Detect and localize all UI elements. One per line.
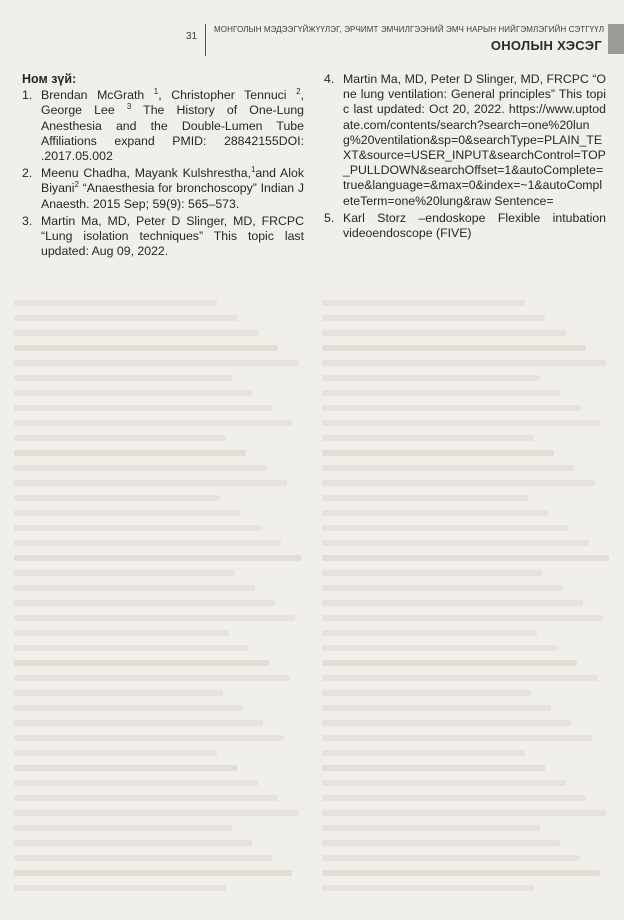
show-through-line (322, 585, 563, 591)
reference-text: Martin Ma, MD, Peter D Slinger, MD, FRCPC “One lung ventilation: General principles” This topic last updated: Oct 20, 2022. https://www.uptodate.com/contents/search?search=one%20lung%20ventilation&sp=0&searchType=PLAIN_TEXT&source=USER_INPUT&searchControl=TOP_PULLDOWN&searchOffset=1&autoComplete=true&language=&max=0&index=~1&autoCompleteTerm=one%20lung&raw Sentence= (343, 72, 606, 208)
show-through-line (14, 660, 269, 666)
show-through-line (322, 855, 580, 861)
show-through-line (14, 690, 223, 696)
show-through-line (14, 390, 252, 396)
show-through-line (14, 615, 295, 621)
references-list-left (22, 88, 304, 259)
show-through-line (322, 825, 540, 831)
reference-text: The History of One-Lung Anesthesia and the Double-Lumen Tube Affiliations expand PMID: 28842155DOI: .2017.05.002 (41, 103, 304, 164)
show-through-line (322, 420, 600, 426)
show-through-line (322, 480, 595, 486)
show-through-line (14, 885, 226, 891)
show-through-line (14, 585, 255, 591)
reference-number: 5. (324, 210, 335, 225)
show-through-line (322, 435, 534, 441)
show-through-line (14, 345, 278, 351)
show-through-line (322, 810, 606, 816)
show-through-line (14, 780, 258, 786)
reference-author: Brendan McGrath (41, 88, 145, 103)
show-through-line (322, 765, 545, 771)
show-through-line (14, 570, 234, 576)
show-through-line (322, 330, 566, 336)
reference-text: “Anaesthesia for bronchoscopy” Indian J Anaesth. 2015 Sep; 59(9): 565–573. (41, 181, 304, 211)
show-through-line (14, 330, 258, 336)
show-through-line (322, 510, 548, 516)
affiliation-marker: 3 (126, 102, 132, 112)
show-through-line (322, 705, 551, 711)
affiliation-marker: 1 (153, 87, 159, 97)
show-through-line (322, 315, 545, 321)
show-through-line (322, 675, 598, 681)
reference-author: Meenu Chadha, Mayank Kulshrestha, (41, 166, 251, 181)
show-through-line (322, 690, 531, 696)
references-column-right (324, 72, 606, 243)
show-through-line (322, 660, 577, 666)
show-through-line (322, 465, 574, 471)
show-through-line (14, 720, 263, 726)
reference-number: 3. (22, 213, 33, 228)
show-through-line (322, 780, 566, 786)
show-through-line (322, 390, 560, 396)
show-through-line (14, 630, 229, 636)
show-through-line (14, 360, 298, 366)
show-through-line (14, 795, 278, 801)
show-through-line (14, 465, 266, 471)
reference-text: Karl Storz –endoskope Flexible intubation videoendoscope (FIVE) (343, 210, 606, 241)
show-through-line (14, 495, 220, 501)
show-through-texture-right (322, 300, 612, 900)
show-through-line (322, 735, 592, 741)
reference-number: 1. (22, 88, 33, 103)
show-through-line (14, 855, 272, 861)
show-through-line (322, 870, 600, 876)
show-through-line (14, 480, 287, 486)
show-through-line (14, 405, 272, 411)
show-through-line (14, 840, 252, 846)
page-number: 31 (186, 31, 198, 42)
reference-item-2 (22, 166, 304, 212)
show-through-line (322, 645, 557, 651)
show-through-line (322, 360, 606, 366)
show-through-line (322, 375, 540, 381)
reference-number: 4. (324, 72, 335, 86)
reference-item-3 (22, 214, 304, 260)
show-through-line (14, 510, 240, 516)
show-through-line (322, 450, 554, 456)
affiliation-marker: 1 (250, 165, 256, 175)
reference-item-4 (324, 72, 606, 209)
show-through-line (14, 825, 232, 831)
reference-item-5 (324, 211, 606, 241)
affiliation-marker: 2 (296, 87, 301, 97)
reference-number: 2. (22, 166, 33, 181)
journal-title: МОНГОЛЫН МЭДЭЭГҮЙЖҮҮЛЭГ, ЭРЧИМТ ЭМЧИЛГЭЭНИЙ ЭМЧ НАРЫН НИЙГЭМЛЭГИЙН СЭТГҮҮЛ (214, 25, 605, 34)
show-through-line (14, 555, 301, 561)
show-through-line (322, 630, 537, 636)
show-through-line (14, 750, 217, 756)
show-through-line (14, 315, 237, 321)
show-through-line (322, 750, 525, 756)
page-corner-tab (608, 24, 624, 54)
show-through-line (14, 870, 292, 876)
show-through-line (322, 615, 603, 621)
show-through-line (14, 810, 298, 816)
show-through-line (14, 450, 246, 456)
page-header (0, 0, 624, 56)
show-through-line (14, 675, 290, 681)
reference-author: and Alok Biyani (41, 166, 304, 196)
show-through-line (14, 435, 226, 441)
header-divider (205, 24, 206, 56)
show-through-line (14, 705, 243, 711)
affiliation-marker: 2 (74, 180, 79, 190)
show-through-line (14, 375, 232, 381)
show-through-line (14, 540, 281, 546)
show-through-line (14, 420, 292, 426)
show-through-line (14, 765, 237, 771)
show-through-line (322, 405, 580, 411)
show-through-line (14, 645, 249, 651)
show-through-line (322, 495, 528, 501)
references-list-right (324, 72, 606, 241)
show-through-line (322, 300, 525, 306)
references-column-left (22, 72, 304, 261)
show-through-line (14, 735, 284, 741)
show-through-line (322, 720, 571, 726)
reference-text: Martin Ma, MD, Peter D Slinger, MD, FRCPC “Lung isolation techniques” This topic last updated: Aug 09, 2022. (41, 213, 304, 259)
show-through-line (322, 600, 583, 606)
show-through-line (322, 525, 569, 531)
reference-item-1 (22, 88, 304, 164)
show-through-texture-left (14, 300, 304, 900)
show-through-line (322, 840, 560, 846)
show-through-line (14, 600, 275, 606)
show-through-line (322, 795, 586, 801)
show-through-line (322, 555, 609, 561)
reference-author: , Christopher Tennuci (158, 88, 287, 103)
reference-author: , George Lee (41, 88, 304, 118)
show-through-line (14, 300, 217, 306)
show-through-line (322, 885, 534, 891)
show-through-line (14, 525, 261, 531)
references-heading: Ном зүй: (22, 72, 77, 86)
show-through-line (322, 540, 589, 546)
show-through-line (322, 570, 542, 576)
section-title: ОНОЛЫН ХЭСЭГ (490, 38, 602, 53)
show-through-line (322, 345, 586, 351)
